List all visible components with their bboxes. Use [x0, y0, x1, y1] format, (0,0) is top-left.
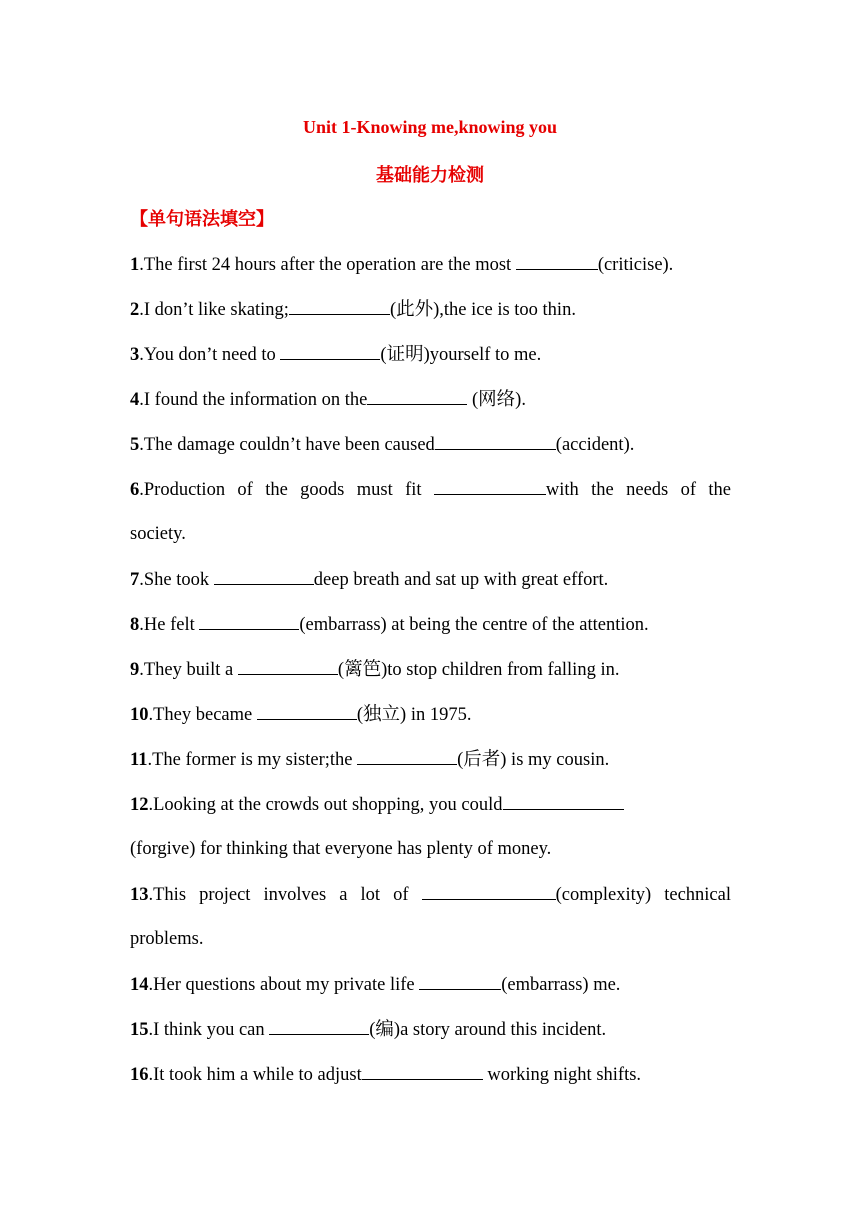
- question-number: 8: [130, 615, 140, 635]
- document-subtitle: 基础能力检测: [376, 165, 484, 185]
- question-8: 8.He felt (embarrass) at being the centre of the attention.: [130, 615, 649, 635]
- question-10: 10.They became (独立) in 1975.: [130, 705, 472, 725]
- question-number: 13: [130, 885, 149, 905]
- question-number: 15: [130, 1020, 149, 1040]
- question-15: 15.I think you can (编)a story around this incident.: [130, 1020, 607, 1040]
- answer-blank[interactable]: [289, 298, 390, 315]
- question-11: 11.The former is my sister;the (后者) is my cousin.: [130, 750, 610, 770]
- answer-blank[interactable]: [516, 253, 598, 270]
- question-16: 16.It took him a while to adjust working night shifts.: [130, 1065, 642, 1085]
- question-number: 7: [130, 570, 140, 590]
- question-13-continuation: problems.: [130, 929, 204, 949]
- question-6-continuation: society.: [130, 524, 186, 544]
- question-number: 16: [130, 1065, 149, 1085]
- answer-blank[interactable]: [503, 793, 624, 810]
- answer-blank[interactable]: [422, 883, 556, 900]
- question-7: 7.She took deep breath and sat up with great effort.: [130, 570, 609, 590]
- question-number: 4: [130, 390, 140, 410]
- question-number: 3: [130, 345, 140, 365]
- answer-blank[interactable]: [434, 478, 546, 495]
- answer-blank[interactable]: [367, 388, 467, 405]
- answer-blank[interactable]: [362, 1063, 483, 1080]
- section-heading: 【单句语法填空】: [130, 209, 274, 229]
- question-number: 1: [130, 255, 140, 275]
- question-number: 14: [130, 975, 149, 995]
- answer-blank[interactable]: [214, 568, 314, 585]
- document-title: Unit 1-Knowing me,knowing you: [302, 117, 558, 137]
- answer-blank[interactable]: [435, 433, 556, 450]
- question-number: 2: [130, 300, 140, 320]
- question-number: 12: [130, 795, 149, 815]
- question-5: 5.The damage couldn’t have been caused (accident).: [130, 435, 635, 455]
- answer-blank[interactable]: [199, 613, 299, 630]
- answer-blank[interactable]: [280, 343, 380, 360]
- question-12-continuation: (forgive) for thinking that everyone has plenty of money.: [130, 839, 552, 859]
- answer-blank[interactable]: [238, 658, 338, 675]
- question-12: 12.Looking at the crowds out shopping, you could: [130, 793, 624, 816]
- question-4: 4.I found the information on the (网络).: [130, 390, 526, 410]
- question-2: 2.I don’t like skating; (此外),the ice is too thin.: [130, 300, 576, 320]
- question-number: 11: [130, 750, 148, 770]
- question-6: 6.Production of the goods must fit with the needs of the: [130, 480, 731, 500]
- answer-blank[interactable]: [419, 973, 501, 990]
- question-number: 6: [130, 480, 140, 500]
- question-number: 10: [130, 705, 149, 725]
- question-13: 13.This project involves a lot of (complexity) technical: [130, 885, 731, 905]
- answer-blank[interactable]: [357, 748, 457, 765]
- question-number: 9: [130, 660, 140, 680]
- question-14: 14.Her questions about my private life (embarrass) me.: [130, 975, 621, 995]
- question-1: 1.The first 24 hours after the operation are the most (criticise).: [130, 255, 674, 275]
- question-3: 3.You don’t need to (证明)yourself to me.: [130, 345, 542, 365]
- question-number: 5: [130, 435, 140, 455]
- answer-blank[interactable]: [257, 703, 357, 720]
- question-9: 9.They built a (篱笆)to stop children from falling in.: [130, 660, 620, 680]
- answer-blank[interactable]: [269, 1018, 369, 1035]
